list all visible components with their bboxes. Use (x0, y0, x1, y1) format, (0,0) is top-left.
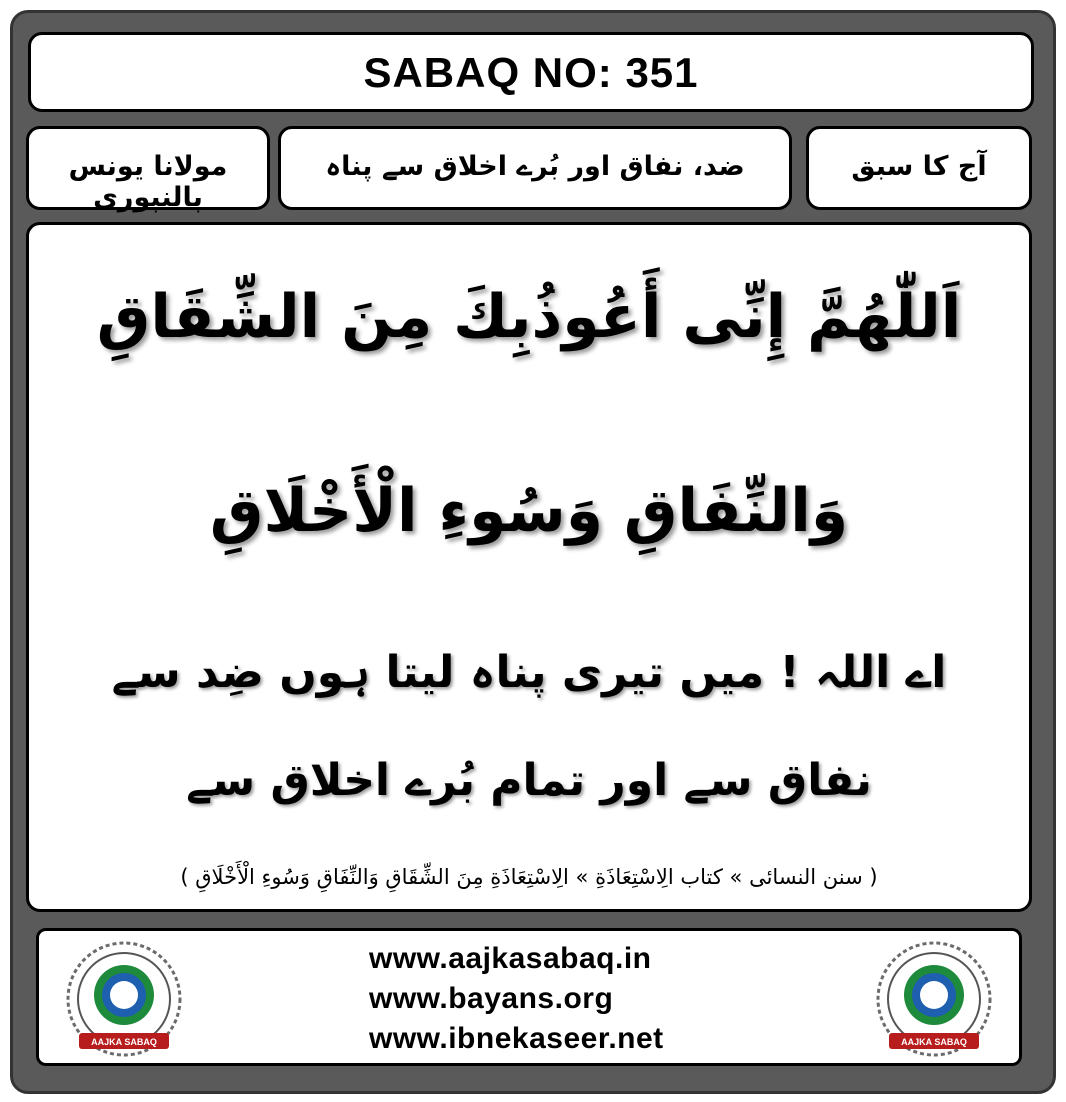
title-box (28, 32, 1034, 112)
dua-panel (26, 222, 1032, 912)
hadith-reference: ( سنن النسائی » كتاب الِاسْتِعَاذَةِ » الِاسْتِعَاذَةِ مِنَ الشِّقَاقِ وَالنِّفَاقِ وَسُوءِ الْأَخْلَاقِ ) (180, 865, 878, 889)
arabic-dua-line-2: وَالنِّفَاقِ وَسُوءِ الْأَخْلَاقِ (209, 476, 849, 546)
arabic-dua-line-1: اَللّٰھُمَّ إِنِّی أَعُوذُبِكَ مِنَ الشِّقَاقِ (96, 282, 962, 352)
todays-lesson-label: آج کا سبق (851, 151, 987, 182)
website-link[interactable]: www.bayans.org (369, 982, 614, 1015)
label-box (806, 126, 1032, 210)
website-link[interactable]: www.aajkasabaq.in (369, 942, 652, 975)
aajka-sabaq-logo (61, 939, 187, 1063)
lesson-topic: ضد، نفاق اور بُرے اخلاق سے پناہ (325, 151, 745, 182)
urdu-translation-line-1: اے اللہ ! میں تیری پناہ لیتا ہوں ضِد سے (111, 647, 947, 698)
urdu-translation-line-2: نفاق سے اور تمام بُرے اخلاق سے (186, 755, 872, 806)
author-name: مولانا یونس پالنپوری (68, 151, 228, 213)
footer-box (36, 928, 1022, 1066)
author-box (26, 126, 270, 213)
logo-label: AAJKA SABAQ (91, 1037, 157, 1047)
logo-label: AAJKA SABAQ (901, 1037, 967, 1047)
website-link[interactable]: www.ibnekaseer.net (369, 1022, 664, 1055)
lesson-title: SABAQ NO: 351 (363, 49, 699, 96)
website-list (369, 939, 769, 1059)
topic-box (278, 126, 792, 210)
aajka-sabaq-logo (871, 939, 997, 1063)
